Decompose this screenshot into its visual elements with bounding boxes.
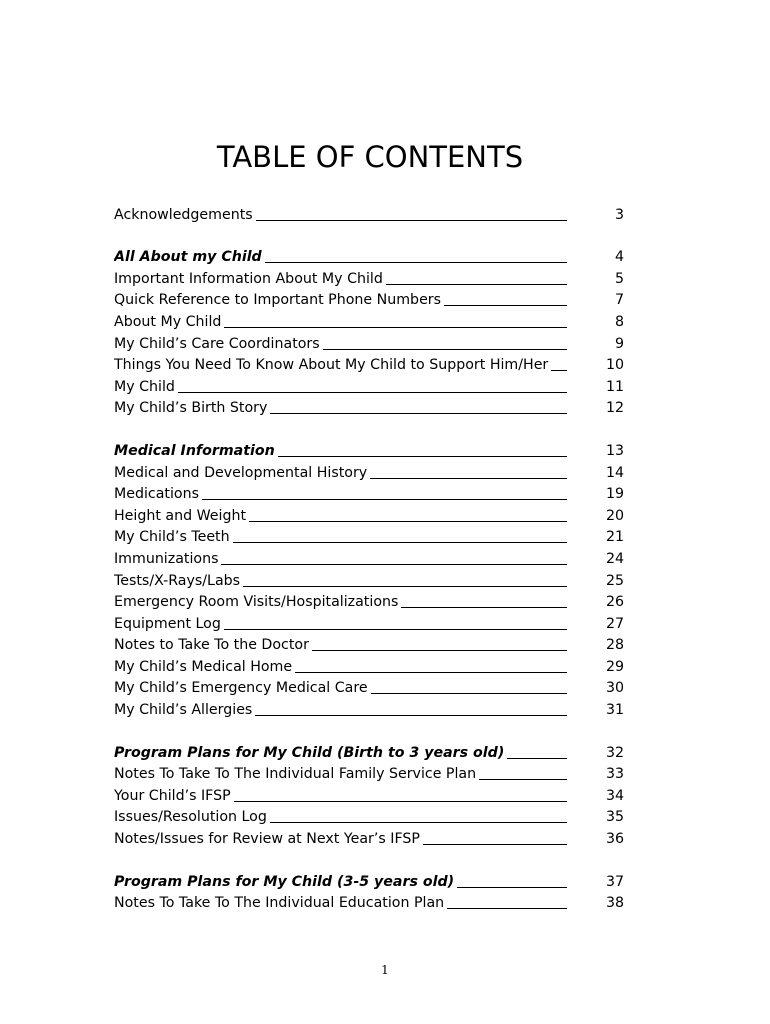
toc-page-number: 13 [605,442,624,459]
toc-entry-label: Medical Information [114,442,275,459]
toc-entry [114,590,634,612]
toc-entry-label-wrap [114,356,567,374]
toc-entry-label-wrap [114,787,567,805]
toc-leader-line [423,844,567,845]
toc-entry [114,460,634,482]
toc-leader-line [202,499,567,500]
toc-entry-label: Notes To Take To The Individual Education Plan [114,895,445,912]
toc-leader-line [457,887,567,888]
toc-entry-label-wrap [114,636,567,654]
toc-leader-line [312,650,567,651]
toc-page-number: 34 [605,787,624,804]
toc-leader-line [256,220,567,221]
toc-entry-label-wrap [114,378,567,396]
toc-entry [114,266,634,288]
toc-entry [114,654,634,676]
toc-page-number: 21 [605,529,624,546]
toc-entry-label: Things You Need To Know About My Child to Support Him/Her [114,357,549,374]
toc-leader-line [243,586,567,587]
toc-entry [114,396,634,418]
toc-page-number: 4 [614,249,624,266]
toc-entry-label-wrap [114,894,567,912]
toc-entry [114,697,634,719]
toc-page-number: 12 [605,400,624,417]
toc-page-number: 25 [605,572,624,589]
toc-entry-label: My Child’s Teeth [114,529,230,546]
toc-entry-label-wrap [114,528,567,546]
toc-entry [114,202,634,224]
toc-page-number: 7 [614,292,624,309]
section-spacer [114,417,634,438]
toc-entry-label: Program Plans for My Child (Birth to 3 years old) [114,744,505,761]
toc-entry-label-wrap [114,507,567,525]
toc-entry-label: Immunizations [114,550,219,567]
toc-entry-label: Medications [114,486,199,503]
toc-entry-label: Quick Reference to Important Phone Numbers [114,292,442,309]
toc-entry-label: Tests/X-Rays/Labs [114,572,241,589]
toc-page-number: 36 [605,831,624,848]
toc-entry-label-wrap [114,679,567,697]
toc-section-heading [114,740,634,762]
page-title: TABLE OF CONTENTS [216,140,524,174]
toc-leader-line [479,779,567,780]
toc-entry-label-wrap [114,572,567,590]
toc-leader-line [265,262,567,263]
toc-page-number: 29 [605,658,624,675]
toc-entry [114,891,634,913]
toc-entry-label: Issues/Resolution Log [114,809,267,826]
toc-page-number: 35 [605,809,624,826]
toc-leader-line [507,758,567,759]
toc-entry-label: Important Information About My Child [114,270,383,287]
toc-entry [114,331,634,353]
toc-leader-line [295,672,567,673]
toc-entry-label: My Child’s Medical Home [114,658,293,675]
toc-entry-label: Equipment Log [114,615,221,632]
toc-entry-label-wrap [114,615,567,633]
toc-entry-label-wrap [114,399,567,417]
toc-entry-label-wrap [114,206,567,224]
toc-page-number: 11 [605,378,624,395]
toc-leader-line [178,392,567,393]
section-spacer [114,719,634,740]
toc-entry-label-wrap [114,485,567,503]
toc-entry-label-wrap [114,313,567,331]
toc-entry-label: Acknowledgements [114,206,253,223]
toc-leader-line [551,370,567,371]
toc-entry-label: Program Plans for My Child (3-5 years old) [114,873,455,890]
toc-entry-label: My Child’s Care Coordinators [114,335,320,352]
toc-entry [114,546,634,568]
toc-entry-label: Notes to Take To the Doctor [114,637,309,654]
toc-leader-line [234,801,567,802]
toc-page-number: 33 [605,766,624,783]
toc-leader-line [224,327,567,328]
toc-leader-line [224,629,567,630]
toc-entry-label-wrap [114,291,567,309]
toc-entry-label-wrap [114,744,567,762]
section-spacer [114,224,634,245]
toc-entry [114,482,634,504]
toc-page-number: 28 [605,637,624,654]
toc-page-number: 37 [605,873,624,890]
toc-leader-line [370,478,567,479]
table-of-contents [114,202,634,912]
toc-entry-label: My Child [114,378,175,395]
toc-leader-line [401,607,567,608]
toc-entry-label-wrap [114,808,567,826]
toc-entry-label-wrap [114,701,567,719]
toc-entry [114,826,634,848]
toc-entry-label: Notes To Take To The Individual Family Service Plan [114,766,477,783]
toc-page-number: 32 [605,744,624,761]
toc-leader-line [371,693,567,694]
toc-entry-label: Medical and Developmental History [114,464,368,481]
toc-leader-line [270,413,567,414]
toc-entry-label: My Child’s Allergies [114,702,253,719]
toc-entry-label-wrap [114,248,567,266]
toc-section-heading [114,245,634,267]
toc-page-number: 26 [605,594,624,611]
toc-page-number: 9 [614,335,624,352]
toc-entry-label-wrap [114,550,567,568]
toc-entry [114,805,634,827]
toc-entry-label-wrap [114,873,567,891]
toc-page-number: 3 [614,206,624,223]
toc-entry-label-wrap [114,270,567,288]
toc-leader-line [323,349,567,350]
toc-entry [114,783,634,805]
toc-leader-line [270,822,567,823]
toc-entry [114,503,634,525]
toc-entry-label-wrap [114,593,567,611]
toc-leader-line [221,564,567,565]
toc-page-number: 20 [605,507,624,524]
toc-leader-line [386,284,567,285]
toc-page-number: 19 [605,486,624,503]
toc-entry [114,568,634,590]
toc-entry-label: About My Child [114,313,222,330]
toc-page-number: 30 [605,680,624,697]
section-spacer [114,848,634,869]
toc-entry [114,309,634,331]
toc-page-number: 14 [605,464,624,481]
toc-leader-line [447,908,567,909]
toc-page-number: 31 [605,702,624,719]
toc-page-number: 8 [614,313,624,330]
toc-entry [114,353,634,375]
toc-entry [114,633,634,655]
toc-leader-line [249,521,567,522]
toc-entry [114,611,634,633]
toc-entry-label: Notes/Issues for Review at Next Year’s IFSP [114,831,420,848]
toc-leader-line [278,456,567,457]
toc-entry-label-wrap [114,830,567,848]
toc-section-heading [114,869,634,891]
toc-entry-label-wrap [114,658,567,676]
toc-page-number: 38 [605,895,624,912]
toc-section-heading [114,438,634,460]
toc-entry-label-wrap [114,442,567,460]
toc-entry-label-wrap [114,464,567,482]
toc-page-number: 24 [605,550,624,567]
toc-entry-label: Emergency Room Visits/Hospitalizations [114,594,399,611]
footer-page-number: 1 [381,963,389,977]
toc-entry [114,676,634,698]
toc-leader-line [444,305,567,306]
toc-entry-label: All About my Child [114,249,262,266]
toc-leader-line [233,542,567,543]
toc-entry-label: My Child’s Birth Story [114,400,268,417]
toc-entry [114,525,634,547]
toc-page-number: 27 [605,615,624,632]
toc-entry-label: Height and Weight [114,507,247,524]
toc-page-number: 5 [614,270,624,287]
toc-entry [114,288,634,310]
toc-page-number: 10 [605,357,624,374]
toc-entry-label: My Child’s Emergency Medical Care [114,680,368,697]
toc-entry-label: Your Child’s IFSP [114,787,231,804]
toc-entry-label-wrap [114,765,567,783]
toc-entry-label-wrap [114,335,567,353]
toc-entry [114,762,634,784]
toc-leader-line [255,715,567,716]
toc-entry [114,374,634,396]
